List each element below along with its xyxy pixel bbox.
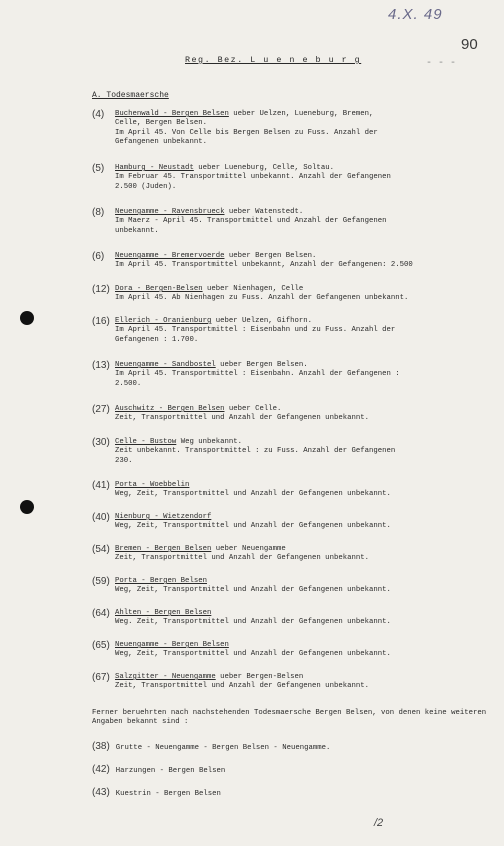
entry-detail-line: Im April 45. Ab Nienhagen zu Fuss. Anzahl der Gefangenen unbekannt. [115,294,409,303]
entry-body [115,513,492,532]
entry-detail-line: Im April 45. Transportmittel : Eisenbahn. Anzahl der Gefangenen : [115,370,400,379]
entry-route: Buchenwald - Bergen Belsen [115,110,229,118]
entry-route: Neuengamme - Bergen Belsen [115,641,229,649]
entry-body [115,438,492,466]
entry-number: (27) [92,404,110,415]
entry-first-line [115,641,492,650]
entry-detail-line: Gefangenen unbekannt. [115,138,207,147]
entry-item [92,252,492,271]
entry-item [92,164,492,192]
entry-body [115,110,492,148]
entry-detail-line: Zeit, Transportmittel und Anzahl der Gefangenen unbekannt. [115,554,369,563]
entry-number: (30) [92,437,110,448]
entry-number: (5) [92,163,105,174]
entry-route: Celle - Bustow [115,438,177,446]
short-entry-text: Harzungen - Bergen Belsen [115,767,226,775]
short-entry-item [92,741,330,752]
short-entry-item [92,764,225,775]
entry-route: Hamburg - Neustadt [115,164,194,172]
entry-detail-line: 230. [115,456,133,465]
entry-route-detail: ueber Lueneburg, Celle, Soltau. [193,164,334,172]
entry-route: Ellerich - Oranienburg [115,317,212,325]
entry-route: Salzgitter - Neuengamme [115,673,216,681]
short-entry-text: Grutte - Neuengamme - Bergen Belsen - Neuengamme. [115,744,331,752]
entry-detail-line: Weg, Zeit, Transportmittel und Anzahl der Gefangenen unbekannt. [115,586,391,595]
entry-first-line [115,164,492,173]
entry-item [92,577,492,596]
entry-detail-line: Zeit, Transportmittel und Anzahl der Gefangenen unbekannt. [115,414,369,423]
entry-route-detail: Weg unbekannt. [176,438,242,446]
short-entry-number: (38) [92,741,110,752]
entry-route: Porta - Woebbelin [115,481,190,489]
entry-detail-line: Weg, Zeit, Transportmittel und Anzahl der Gefangenen unbekannt. [115,650,391,659]
entry-route: Ahlten - Bergen Belsen [115,609,212,617]
entry-item [92,481,492,500]
entry-item [92,361,492,389]
entry-body [115,673,492,692]
entry-first-line [115,361,492,370]
entry-route: Neuengamme - Sandbostel [115,361,216,369]
entry-body [115,405,492,424]
entry-number: (13) [92,360,110,371]
entry-first-line [115,673,492,682]
entry-route: Porta - Bergen Belsen [115,577,207,585]
entry-detail-line: Im Februar 45. Transportmittel unbekannt. Anzahl der Gefangenen [115,173,391,182]
entry-body [115,285,492,304]
entry-route: Nienburg - Wietzendorf [115,513,212,521]
entry-number: (8) [92,207,105,218]
entry-detail-line: Gefangenen : 1.700. [115,335,199,344]
document-heading: Reg. Bez. L u e n e b u r g [185,55,362,65]
entry-number: (64) [92,608,110,619]
entry-route-detail: ueber Bergen-Belsen [215,673,304,681]
entry-detail-line: Im April 45. Von Celle bis Bergen Belsen zu Fuss. Anzahl der [115,128,378,137]
punch-hole [20,311,34,325]
entry-route: Auschwitz - Bergen Belsen [115,405,225,413]
entry-detail-line: Celle, Bergen Belsen. [115,119,207,128]
entry-first-line [115,208,492,217]
short-entry-number: (42) [92,764,110,775]
entry-number: (40) [92,512,110,523]
entry-first-line [115,577,492,586]
entry-route-detail: ueber Watenstedt. [224,208,304,216]
entry-route: Bremen - Bergen Belsen [115,545,212,553]
entry-first-line [115,405,492,414]
entry-body [115,545,492,564]
entry-detail-line: Im Maerz - April 45. Transportmittel und Anzahl der Gefangenen [115,217,387,226]
entry-item [92,438,492,466]
short-entry-text: Kuestrin - Bergen Belsen [115,790,221,798]
entry-item [92,110,492,148]
page-footer: /2 [374,817,384,829]
entry-route-detail: ueber Uelzen, Gifhorn. [211,317,313,325]
entry-number: (67) [92,672,110,683]
entry-route-detail: ueber Bergen Belsen. [224,252,317,260]
footer-note: Ferner beruehrten nach nachstehenden Todesmaersche Bergen Belsen, von denen keine weiteren Angaben bekannt sind : [92,709,487,727]
entry-detail-line: Im April 45. Transportmittel : Eisenbahn und zu Fuss. Anzahl der [115,326,396,335]
entry-number: (16) [92,316,110,327]
entry-detail-line: Im April 45. Transportmittel unbekannt, Anzahl der Gefangenen: 2.500 [115,261,413,270]
entry-detail-line: 2.500 (Juden). [115,182,177,191]
entry-body [115,609,492,628]
entry-item [92,641,492,660]
entry-number: (54) [92,544,110,555]
entry-first-line [115,513,492,522]
handwritten-date: 4.X. 49 [388,6,443,23]
entry-detail-line: Weg. Zeit, Transportmittel und Anzahl der Gefangenen unbekannt. [115,618,391,627]
entry-body [115,577,492,596]
entry-item [92,285,492,304]
entry-route-detail: ueber Neuengamme [211,545,286,553]
entry-number: (65) [92,640,110,651]
entry-first-line [115,110,492,119]
entry-detail-line: 2.500. [115,379,142,388]
entry-number: (4) [92,109,105,120]
entry-route-detail: ueber Uelzen, Lueneburg, Bremen, [228,110,374,118]
entry-first-line [115,285,492,294]
entry-item [92,405,492,424]
entry-route: Neuengamme - Bremervoerde [115,252,225,260]
entry-detail-line: Weg, Zeit, Transportmittel und Anzahl der Gefangenen unbekannt. [115,490,391,499]
entry-item [92,513,492,532]
entry-item [92,609,492,628]
entry-item [92,208,492,236]
entry-first-line [115,317,492,326]
entry-first-line [115,252,492,261]
entry-body [115,252,492,271]
entry-first-line [115,481,492,490]
section-label: A. Todesmaersche [92,91,169,100]
entry-number: (12) [92,284,110,295]
entry-detail-line: unbekannt. [115,226,159,235]
entry-first-line [115,438,492,447]
entry-detail-line: Zeit unbekannt. Transportmittel : zu Fuss. Anzahl der Gefangenen [115,447,396,456]
entry-route: Dora - Bergen-Belsen [115,285,203,293]
page-number: 90 [461,36,478,53]
short-entry-item [92,787,221,798]
entry-route-detail: ueber Celle. [224,405,282,413]
entry-detail-line: Zeit, Transportmittel und Anzahl der Gefangenen unbekannt. [115,682,369,691]
entry-detail-line: Weg, Zeit, Transportmittel und Anzahl der Gefangenen unbekannt. [115,522,391,531]
punch-hole [20,500,34,514]
entry-item [92,545,492,564]
entry-number: (41) [92,480,110,491]
entry-route-detail: ueber Bergen Belsen. [215,361,308,369]
entry-body [115,641,492,660]
top-mark: - - - [426,58,457,69]
entry-item [92,317,492,345]
entry-body [115,481,492,500]
short-entry-number: (43) [92,787,110,798]
entry-item [92,673,492,692]
entry-body [115,208,492,236]
entry-number: (6) [92,251,105,262]
entry-first-line [115,545,492,554]
entry-body [115,317,492,345]
entry-body [115,164,492,192]
entry-route: Neuengamme - Ravensbrueck [115,208,225,216]
entry-route-detail: ueber Nienhagen, Celle [202,285,304,293]
entry-number: (59) [92,576,110,587]
entry-first-line [115,609,492,618]
entry-body [115,361,492,389]
